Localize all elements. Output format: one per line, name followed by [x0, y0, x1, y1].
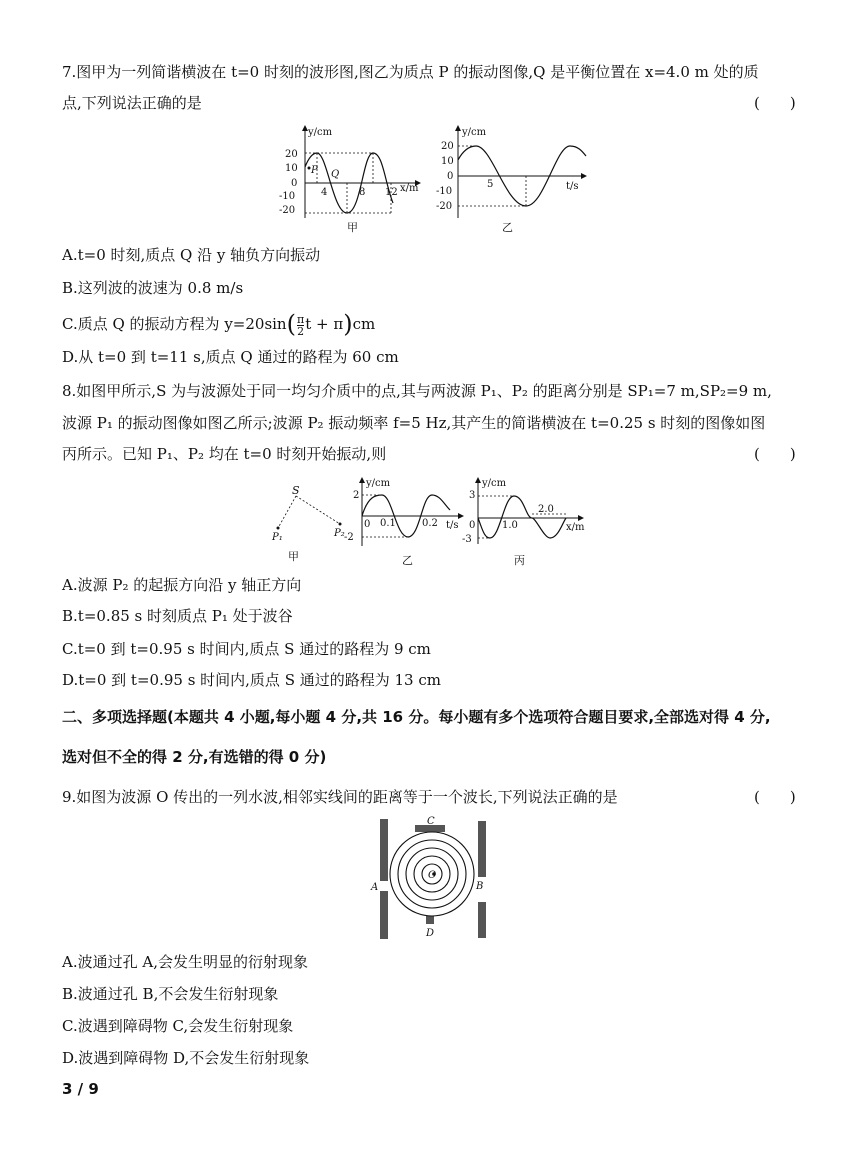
q7-yi-caption: 乙 — [502, 221, 513, 234]
q7-yi-y-axis-label: y/cm — [462, 127, 487, 138]
q8-yi-caption: 乙 — [402, 554, 413, 567]
q7-yi-tick-x5: 5 — [487, 179, 494, 190]
q9-barrier-right-lower — [478, 902, 486, 938]
q9-stem: 9.如图为波源 O 传出的一列水波,相邻实线间的距离等于一个波长,下列说法正确的是 — [62, 788, 618, 806]
q8-yi-x-axis-label: t/s — [446, 520, 459, 531]
q8-stem-line1: 8.如图甲所示,S 为与波源处于同一均匀介质中的点,其与两波源 P₁、P₂ 的距离分别是 SP₁=7 m,SP₂=9 m, — [62, 382, 772, 400]
q8-yi-tick-x2: 0.2 — [422, 518, 438, 529]
q7-option-b: B.这列波的波速为 0.8 m/s — [62, 279, 244, 297]
q7-stem-line2: 点,下列说法正确的是 — [62, 94, 202, 112]
q7-yi-tick-10: 10 — [441, 156, 454, 167]
q7-yi-tick-m20: -20 — [436, 201, 453, 212]
q8-option-b: B.t=0.85 s 时刻质点 P₁ 处于波谷 — [62, 607, 293, 625]
q7-option-c-prefix: C.质点 Q 的振动方程为 y=20sin — [62, 315, 287, 333]
q7-option-c: C.质点 Q 的振动方程为 $y=20\sin(\frac{\pi}{2}$ t + π)cm — [62, 310, 376, 338]
q7-yi-tick-20: 20 — [441, 141, 454, 152]
q9-option-d: D.波遇到障碍物 D,不会发生衍射现象 — [62, 1049, 310, 1067]
q9-label-c: C — [427, 816, 435, 827]
q9-answer-paren: ( ) — [754, 788, 796, 806]
q8-bing-y-axis-label: y/cm — [482, 478, 507, 489]
q7-jia-tick-x12: 12 — [385, 187, 398, 198]
q7-jia-tick-x4: 4 — [321, 187, 328, 198]
q8-yi-tick-x1: 0.1 — [380, 518, 396, 529]
q9-barrier-left-upper — [380, 819, 388, 881]
q8-yi-tick-bottom: -2 — [344, 532, 354, 543]
q7-yi-tick-m10: -10 — [436, 186, 453, 197]
q7-jia-caption: 甲 — [347, 221, 358, 234]
page-number: 3 / 9 — [62, 1080, 99, 1098]
q8-jia-point-p1: P₁ — [272, 532, 283, 543]
q7-jia-tick-x8: 8 — [359, 187, 366, 198]
q7-option-c-frac-den: 2 — [297, 324, 305, 338]
q7-stem-line1: 7.图甲为一列简谐横波在 t=0 时刻的波形图,图乙为质点 P 的振动图像,Q 是平衡位置在 x=4.0 m 处的质 — [62, 63, 759, 81]
q9-option-a: A.波通过孔 A,会发生明显的衍射现象 — [62, 953, 308, 971]
q8-bing-caption: 丙 — [514, 554, 525, 567]
q8-jia-point-s: S — [292, 484, 300, 497]
q8-bing-tick-x2: 2.0 — [538, 504, 554, 515]
q9-label-o: O — [428, 870, 437, 881]
q9-barrier-left-lower — [380, 891, 388, 939]
q8-option-a: A.波源 P₂ 的起振方向沿 y 轴正方向 — [62, 576, 302, 594]
q7-jia-tick-m20: -20 — [279, 205, 296, 216]
q9-label-b: B — [476, 881, 484, 892]
q7-figure-jia — [275, 123, 430, 233]
q8-yi-tick-top: 2 — [353, 490, 360, 501]
q8-bing-tick-bottom: -3 — [462, 534, 472, 545]
q8-answer-paren: ( ) — [754, 445, 796, 463]
section2-heading-line1: 二、多项选择题(本题共 4 小题,每小题 4 分,共 16 分。每小题有多个选项符合题目要求,全部选对得 4 分, — [62, 708, 771, 726]
q7-figure-yi — [436, 123, 591, 233]
q9-option-b: B.波通过孔 B,不会发生衍射现象 — [62, 985, 279, 1003]
q7-jia-tick-0: 0 — [291, 178, 298, 189]
q8-stem-line3: 丙所示。已知 P₁、P₂ 均在 t=0 时刻开始振动,则 — [62, 445, 387, 463]
q8-jia-point-p2: P₂ — [334, 528, 345, 539]
q8-yi-origin: 0 — [364, 519, 371, 530]
q7-jia-y-axis-label: y/cm — [308, 127, 333, 138]
q9-barrier-right-upper — [478, 821, 486, 877]
q7-option-c-mid: t + π — [305, 315, 344, 333]
q7-jia-point-q: Q — [331, 169, 340, 180]
q8-figure-bing — [462, 476, 590, 571]
q7-option-d: D.从 t=0 到 t=11 s,质点 Q 通过的路程为 60 cm — [62, 348, 399, 366]
q8-figure-yi — [344, 476, 465, 571]
q8-stem-line2: 波源 P₁ 的振动图像如图乙所示;波源 P₂ 振动频率 f=5 Hz,其产生的简谐横波在 t=0.25 s 时刻的图像如图 — [62, 414, 766, 432]
q9-option-c: C.波遇到障碍物 C,会发生衍射现象 — [62, 1017, 294, 1035]
q9-figure — [370, 816, 495, 944]
q8-yi-y-axis-label: y/cm — [366, 478, 391, 489]
q7-yi-x-axis-label: t/s — [566, 181, 579, 192]
q7-jia-tick-10: 10 — [285, 163, 298, 174]
q7-yi-tick-0: 0 — [447, 171, 454, 182]
q7-jia-point-p: P — [311, 165, 318, 176]
q9-label-d: D — [426, 928, 435, 939]
q7-jia-x-axis-label: x/m — [400, 183, 419, 194]
q8-bing-waveform — [478, 496, 566, 538]
q8-option-d: D.t=0 到 t=0.95 s 时间内,质点 S 通过的路程为 13 cm — [62, 671, 441, 689]
section2-heading-line2: 选对但不全的得 2 分,有选错的得 0 分) — [62, 748, 327, 766]
q7-jia-tick-20: 20 — [285, 149, 298, 160]
q7-jia-tick-m10: -10 — [279, 191, 296, 202]
q9-obstacle-d — [426, 916, 434, 924]
q7-option-c-unit: cm — [352, 315, 376, 333]
q8-bing-tick-top: 3 — [469, 490, 476, 501]
q9-label-a: A — [371, 882, 379, 893]
q8-figure-jia — [268, 480, 353, 570]
q8-bing-origin: 0 — [469, 520, 476, 531]
q7-option-a: A.t=0 时刻,质点 Q 沿 y 轴负方向振动 — [62, 246, 321, 264]
q8-jia-caption: 甲 — [288, 550, 299, 563]
q7-answer-paren: ( ) — [754, 94, 796, 112]
q7-option-c-frac-num: π — [296, 312, 305, 326]
q8-bing-tick-x1: 1.0 — [502, 520, 518, 531]
q8-bing-x-axis-label: x/m — [566, 522, 585, 533]
q8-option-c: C.t=0 到 t=0.95 s 时间内,质点 S 通过的路程为 9 cm — [62, 640, 431, 658]
